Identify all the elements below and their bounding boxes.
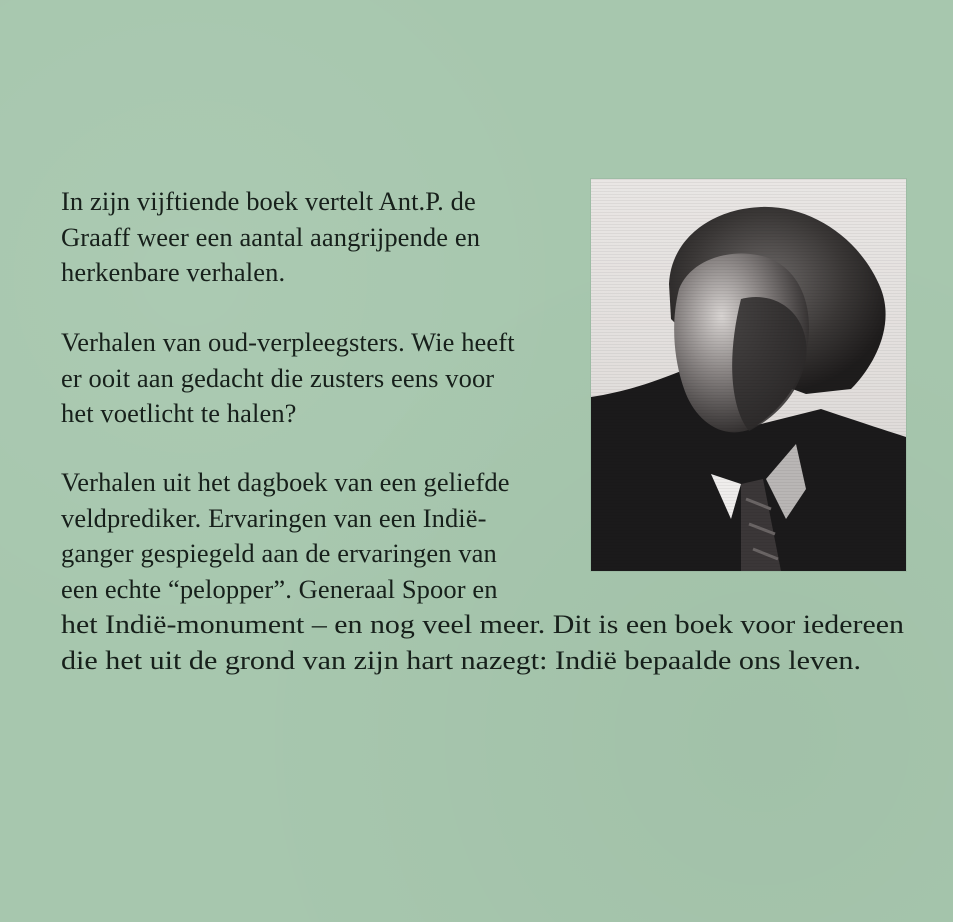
word: Indië- <box>422 502 487 533</box>
word: van <box>333 502 373 533</box>
word: echte <box>104 573 162 604</box>
text-line <box>61 536 559 572</box>
text-line: het Indië-monument – en nog veel meer. Dit is een boek voor iedereen <box>61 609 904 639</box>
word: een <box>61 573 99 604</box>
word: die <box>270 362 304 393</box>
blurb-paragraph-3 <box>61 465 559 607</box>
word: en <box>472 573 498 604</box>
text-line <box>61 501 559 537</box>
word: boek <box>246 186 299 216</box>
word: gedacht <box>180 362 264 393</box>
word: eens <box>391 362 439 393</box>
word: oud-verpleegsters. <box>208 327 405 357</box>
word: een <box>379 467 417 497</box>
word: de <box>305 538 331 568</box>
word: zusters <box>309 362 385 393</box>
word: Ant.P. <box>378 186 444 216</box>
word: aan <box>261 538 299 568</box>
word: vertelt <box>304 186 374 216</box>
word: aan <box>136 362 174 393</box>
text-line <box>61 325 559 361</box>
word: Wie <box>411 327 455 357</box>
blurb-paragraph-2 <box>61 325 559 432</box>
word: het <box>197 467 231 497</box>
text-line: het voetlicht te halen? <box>61 398 297 428</box>
word: ooit <box>88 362 131 393</box>
word: “pelopper”. <box>167 573 292 604</box>
word: uit <box>162 467 191 497</box>
portrait-image <box>591 179 906 571</box>
word: zijn <box>90 186 131 216</box>
word: ervaringen <box>337 538 452 568</box>
word: heeft <box>461 327 515 357</box>
word: gespiegeld <box>140 538 255 568</box>
word: van <box>162 327 202 357</box>
word: Ervaringen <box>208 502 327 533</box>
word: In <box>61 186 84 216</box>
blurb-paragraph-1 <box>61 184 559 291</box>
text-line: herkenbare verhalen. <box>61 257 286 287</box>
word: Verhalen <box>61 467 156 497</box>
word: en <box>454 221 481 252</box>
word: geliefde <box>423 467 510 497</box>
word: er <box>61 362 82 393</box>
word: dagboek <box>237 467 328 497</box>
blurb-paragraph-3-continuation <box>61 607 904 678</box>
text-line <box>61 220 559 256</box>
word: een <box>378 502 416 533</box>
text-line <box>61 361 559 397</box>
word: de <box>450 186 476 216</box>
word: voor <box>445 362 495 393</box>
text-line <box>61 184 559 220</box>
word: van <box>458 538 497 568</box>
text-line: die het uit de grond van zijn hart nazegt: Indië bepaalde ons leven. <box>61 644 861 675</box>
word: van <box>334 467 373 497</box>
text-line <box>61 465 559 501</box>
word: Verhalen <box>61 327 156 357</box>
author-portrait-photo <box>591 179 906 571</box>
word: Generaal <box>298 573 396 604</box>
word: vijftiende <box>136 186 240 216</box>
word: veldprediker. <box>61 502 202 533</box>
word: Spoor <box>401 573 466 604</box>
word: aantal <box>239 221 304 252</box>
word: een <box>195 221 233 252</box>
word: aangrijpende <box>310 221 449 252</box>
word: Graaff <box>61 221 131 252</box>
text-line <box>61 572 559 608</box>
word: weer <box>137 221 189 252</box>
word: ganger <box>61 538 134 568</box>
